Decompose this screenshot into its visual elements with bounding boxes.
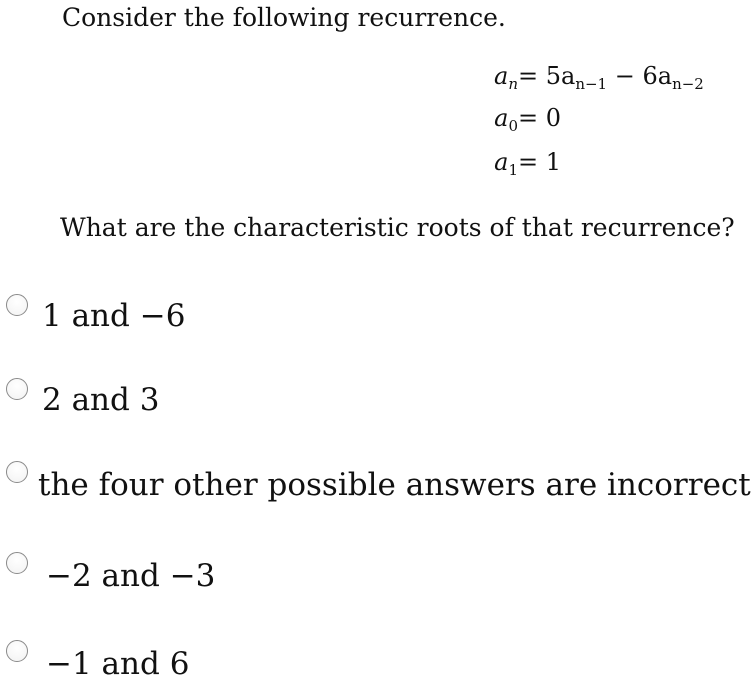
question-text: What are the characteristic roots of that recurrence? (60, 213, 735, 242)
option-none-correct[interactable] (0, 457, 752, 507)
option-label: 1 and −6 (42, 298, 186, 334)
option-minus-1-and-6[interactable] (0, 636, 752, 686)
option-label: −2 and −3 (46, 558, 216, 594)
option-1-and-minus-6[interactable] (0, 290, 752, 340)
radio-button[interactable] (6, 640, 28, 662)
radio-button[interactable] (6, 461, 28, 483)
option-2-and-3[interactable] (0, 374, 752, 424)
radio-button[interactable] (6, 552, 28, 574)
option-label: the four other possible answers are incorrect (38, 467, 751, 503)
option-minus-2-and-minus-3[interactable] (0, 548, 752, 598)
option-label: 2 and 3 (42, 382, 160, 418)
radio-button[interactable] (6, 378, 28, 400)
radio-button[interactable] (6, 294, 28, 316)
option-label: −1 and 6 (46, 646, 190, 682)
question-prompt: Consider the following recurrence. (62, 3, 506, 32)
